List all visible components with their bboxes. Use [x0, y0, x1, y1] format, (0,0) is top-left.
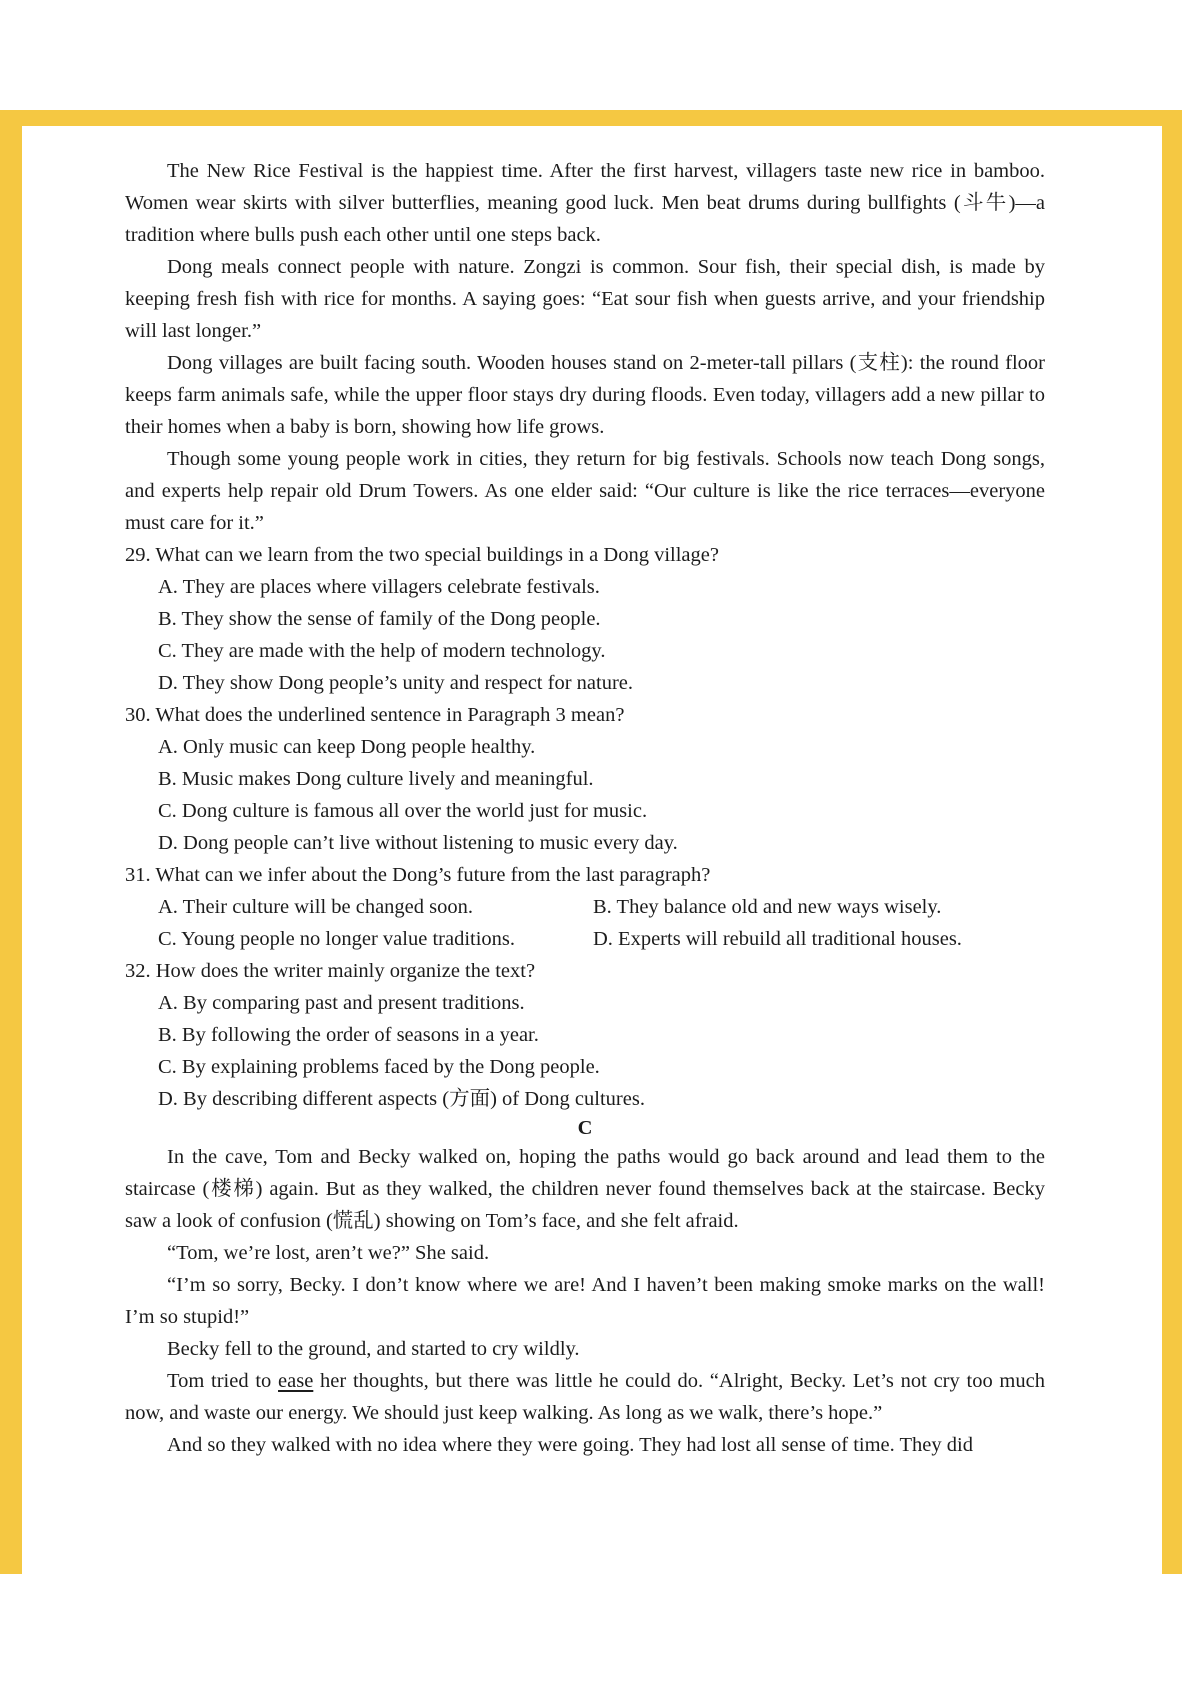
question-32-option-a: A. By comparing past and present traditions. [158, 992, 525, 1014]
question-31-option-a: A. Their culture will be changed soon. [158, 896, 474, 918]
paragraph: And so they walked with no idea where they were going. They had lost all sense of time. They did [167, 1434, 973, 1456]
question-29-stem: 29. What can we learn from the two special buildings in a Dong village? [125, 544, 719, 566]
question-29-option-d: D. They show Dong people’s unity and respect for nature. [158, 672, 633, 694]
paragraph: Dong meals connect people with nature. Zongzi is common. Sour fish, their special dish, is made by keeping fresh fish with rice for months. A saying goes: “Eat sour fish when guests arrive, and your friendship will last longer.” [125, 256, 1045, 342]
question-32-option-c: C. By explaining problems faced by the Dong people. [158, 1056, 600, 1078]
section-heading: C [577, 1117, 593, 1139]
question-31-options-row-2 [125, 923, 1045, 955]
question-32-stem: 32. How does the writer mainly organize the text? [125, 960, 536, 982]
question-32-option-b: B. By following the order of seasons in a year. [158, 1024, 539, 1046]
paragraph: Dong villages are built facing south. Wooden houses stand on 2-meter-tall pillars (支柱): the round floor keeps farm animals safe, while the upper floor stays dry during floods. Even today, villagers add a new pillar to their homes when a baby is born, showing how life grows. [125, 352, 1045, 438]
paragraph: “Tom, we’re lost, aren’t we?” She said. [167, 1242, 490, 1264]
document-body [125, 155, 1045, 1461]
paragraph: In the cave, Tom and Becky walked on, hoping the paths would go back around and lead them to the staircase (楼梯) again. But as they walked, the children never found themselves back at the staircase. Becky saw a look of confusion (慌乱) showing on Tom’s face, and she felt afraid. [125, 1146, 1045, 1232]
question-29-option-b: B. They show the sense of family of the Dong people. [158, 608, 601, 630]
text-run: her thoughts, but there was little he could do. “Alright, Becky. Let’s not cry too much now, and waste our energy. We should just keep walking. As long as we walk, there’s hope.” [125, 1370, 1045, 1424]
question-29-option-a: A. They are places where villagers celebrate festivals. [158, 576, 600, 598]
text-run: Tom tried to [167, 1370, 279, 1392]
question-31-option-c: C. Young people no longer value traditions. [158, 928, 516, 950]
question-30-option-d: D. Dong people can’t live without listening to music every day. [158, 832, 678, 854]
paragraph: Though some young people work in cities, they return for big festivals. Schools now teach Dong songs, and experts help repair old Drum Towers. As one elder said: “Our culture is like the rice terraces—everyone must care for it.” [125, 448, 1045, 534]
question-31-option-b: B. They balance old and new ways wisely. [593, 896, 942, 918]
question-30-option-c: C. Dong culture is famous all over the world just for music. [158, 800, 648, 822]
question-30-stem: 30. What does the underlined sentence in Paragraph 3 mean? [125, 704, 625, 726]
question-30-option-a: A. Only music can keep Dong people healthy. [158, 736, 536, 758]
question-31-options-row-1 [125, 891, 1045, 923]
underlined-word: ease [278, 1370, 314, 1392]
paragraph [125, 1365, 1045, 1429]
paragraph: The New Rice Festival is the happiest time. After the first harvest, villagers taste new rice in bamboo. Women wear skirts with silver butterflies, meaning good luck. Men beat drums during bullfights (斗牛)—a tradition where bulls push each other until one steps back. [125, 160, 1045, 246]
question-29-option-c: C. They are made with the help of modern technology. [158, 640, 606, 662]
question-32-option-d: D. By describing different aspects (方面) of Dong cultures. [158, 1088, 645, 1110]
question-31-option-d: D. Experts will rebuild all traditional houses. [593, 928, 962, 950]
question-30-option-b: B. Music makes Dong culture lively and meaningful. [158, 768, 594, 790]
paragraph: Becky fell to the ground, and started to cry wildly. [167, 1338, 580, 1360]
paragraph: “I’m so sorry, Becky. I don’t know where we are! And I haven’t been making smoke marks on the wall! I’m so stupid!” [125, 1274, 1045, 1328]
question-31-stem: 31. What can we infer about the Dong’s future from the last paragraph? [125, 864, 711, 886]
